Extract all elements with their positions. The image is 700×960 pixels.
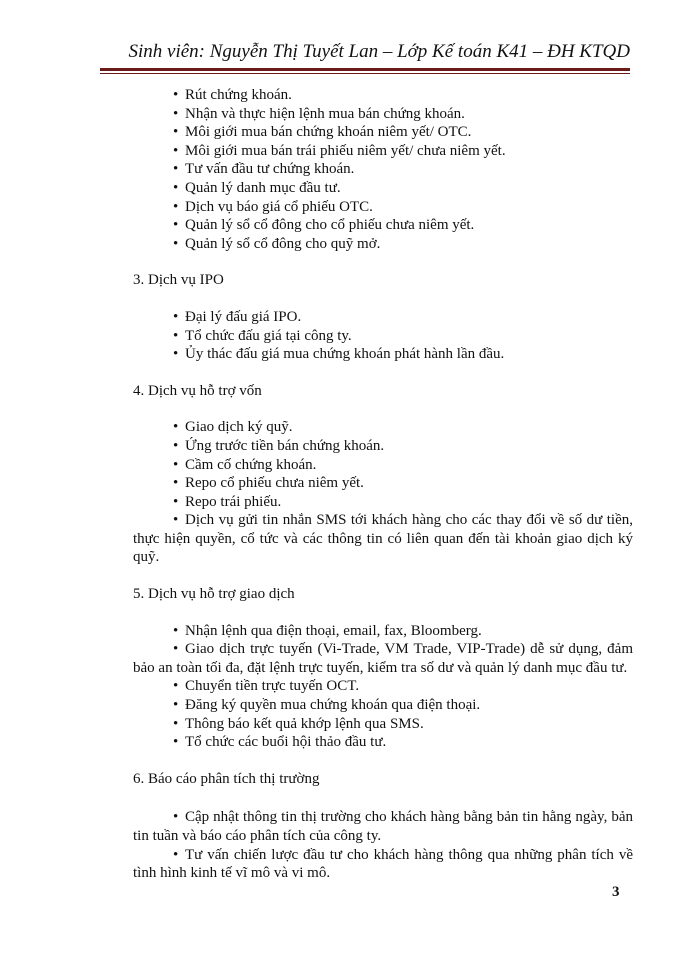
bullet-icon: • [173,846,179,863]
section-heading-capital-support: 4. Dịch vụ hỗ trợ vốn [133,382,262,399]
bullet-icon: • [173,179,179,196]
bullet-icon: • [173,142,179,159]
list-item [133,715,633,734]
list-item [133,456,633,475]
list-item-text: Tổ chức đấu giá tại công ty. [185,327,352,344]
list-item-text: Quản lý danh mục đầu tư. [185,179,341,196]
bullet-icon: • [173,512,179,529]
bullet-icon: • [173,198,179,215]
bullet-icon: • [173,456,179,473]
paragraph-item [133,511,633,567]
paragraph-text: Giao dịch trực tuyến (Vi-Trade, VM Trade, VIP-Trade) dễ sử dụng, đảm bảo an toàn tối đa, đặt lệnh trực tuyến, kiểm tra số dư và quản lý danh mục đầu tư. [133,641,633,676]
list-item-text: Chuyển tiền trực tuyến OCT. [185,678,360,695]
bullet-icon: • [173,308,179,325]
list-item [133,622,633,641]
list-item-text: Ủy thác đấu giá mua chứng khoán phát hành lần đầu. [185,346,505,363]
bullet-icon: • [173,346,179,363]
section-heading-trading-support: 5. Dịch vụ hỗ trợ giao dịch [133,586,295,603]
paragraph-item [133,846,633,883]
list-item [133,418,633,437]
bullet-icon: • [173,419,179,436]
list-item [133,677,633,696]
bullet-icon: • [173,493,179,510]
list-item [133,235,633,254]
list-item-text: Rút chứng khoán. [185,87,292,103]
bullet-icon: • [173,327,179,344]
trading-support-list [133,622,633,752]
bullet-icon: • [173,641,179,658]
list-item-text: Quản lý sổ cổ đông cho cổ phiếu chưa niêm yết. [185,217,475,234]
list-item [133,437,633,456]
ipo-list [133,308,633,364]
page-number: 3 [612,884,620,900]
bullet-icon: • [173,475,179,492]
section-heading-market-analysis: 6. Báo cáo phân tích thị trường [133,770,320,787]
header-rule-thin [100,73,630,74]
bullet-icon: • [173,217,179,234]
list-item-text: Dịch vụ báo giá cổ phiếu OTC. [185,198,373,215]
paragraph-item [133,808,633,845]
bullet-icon: • [173,235,179,252]
list-item-text: Đại lý đấu giá IPO. [185,308,302,325]
list-item-text: Tư vấn đầu tư chứng khoán. [185,161,355,178]
bullet-icon: • [173,87,179,103]
list-item [133,474,633,493]
bullet-icon: • [173,678,179,695]
bullet-icon: • [173,124,179,141]
page-header: Sinh viên: Nguyễn Thị Tuyết Lan – Lớp Kế toán K41 – ĐH KTQD [128,41,630,62]
list-item-text: Cầm cố chứng khoán. [185,456,317,473]
bullet-icon: • [173,734,179,751]
list-item [133,327,633,346]
list-item [133,345,633,364]
list-item-text: Môi giới mua bán chứng khoán niêm yết/ OTC. [185,124,472,141]
list-item [133,696,633,715]
market-analysis-list [133,808,633,882]
list-item-text: Nhận và thực hiện lệnh mua bán chứng khoán. [185,105,465,122]
list-item [133,142,633,161]
paragraph-text: Dịch vụ gửi tin nhắn SMS tới khách hàng cho các thay đổi về số dư tiền, thực hiện quyền, cổ tức và các thông tin có liên quan đến tài khoản giao dịch ký quỹ. [133,512,633,566]
list-item [133,308,633,327]
intro-list [133,86,633,253]
bullet-icon: • [173,809,179,826]
list-item-text: Ứng trước tiền bán chứng khoán. [185,437,385,454]
capital-support-list [133,418,633,567]
list-item-text: Repo cổ phiếu chưa niêm yết. [185,475,364,492]
list-item [133,105,633,124]
paragraph-text: Tư vấn chiến lược đầu tư cho khách hàng thông qua những phân tích về tình hình kinh tế vĩ mô và vi mô. [133,846,633,882]
list-item [133,179,633,198]
bullet-icon: • [173,161,179,178]
list-item-text: Thông báo kết quả khớp lệnh qua SMS. [185,715,424,732]
bullet-icon: • [173,437,179,454]
list-item-text: Repo trái phiếu. [185,493,282,510]
bullet-icon: • [173,105,179,122]
list-item [133,123,633,142]
paragraph-item [133,640,633,677]
list-item [133,733,633,752]
list-item-text: Tổ chức các buổi hội thảo đầu tư. [185,734,387,751]
list-item [133,160,633,179]
list-item [133,216,633,235]
list-item [133,198,633,217]
list-item-text: Đăng ký quyền mua chứng khoán qua điện thoại. [185,697,481,714]
paragraph-text: Cập nhật thông tin thị trường cho khách hàng bằng bản tin hằng ngày, bản tin tuần và báo cáo phân tích của công ty. [133,809,633,844]
header-rule-thick [100,68,630,71]
list-item-text: Quản lý sổ cổ đông cho quỹ mở. [185,235,381,252]
section-heading-ipo: 3. Dịch vụ IPO [133,272,224,289]
list-item-text: Nhận lệnh qua điện thoại, email, fax, Bloomberg. [185,622,482,639]
bullet-icon: • [173,715,179,732]
list-item-text: Giao dịch ký quỹ. [185,419,293,436]
bullet-icon: • [173,622,179,639]
document-body [133,86,633,883]
list-item [133,86,633,105]
bullet-icon: • [173,697,179,714]
list-item [133,493,633,512]
list-item-text: Môi giới mua bán trái phiếu niêm yết/ chưa niêm yết. [185,142,506,159]
